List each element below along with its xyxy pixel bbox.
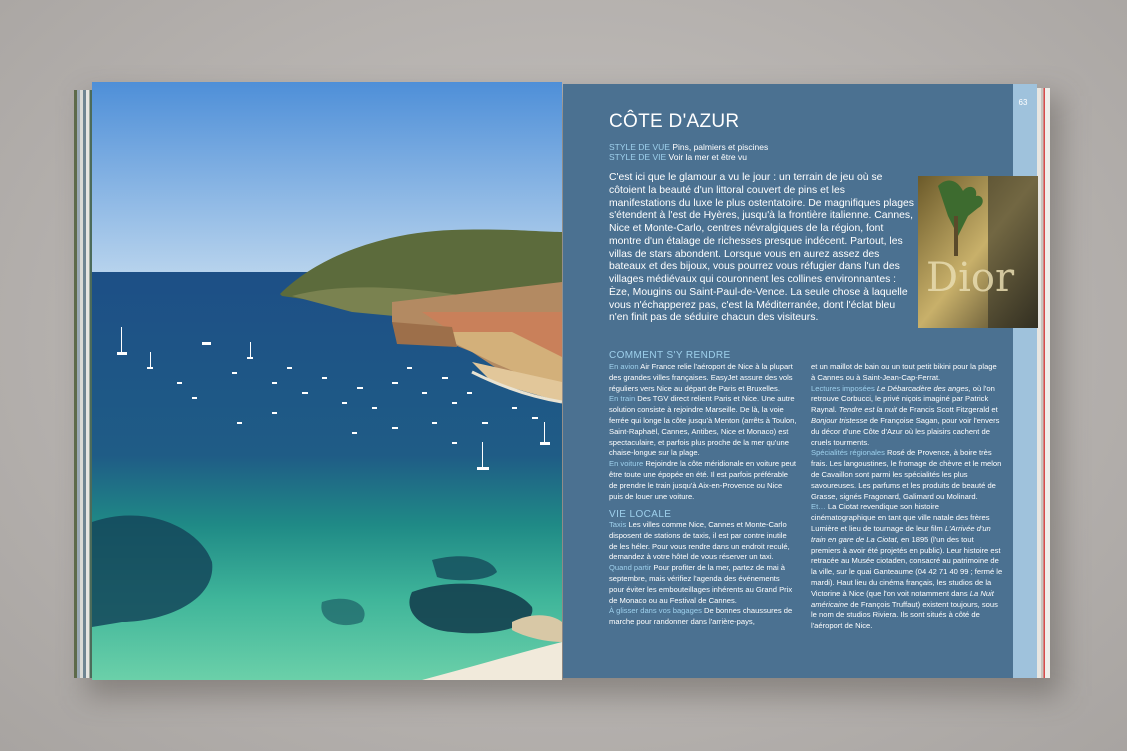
item-key: Et… <box>811 502 826 512</box>
item-text: De bonnes chaussures de marche pour randonner dans l'arrière-pays, <box>609 606 793 627</box>
item-key: À glisser dans vos bagages <box>609 606 702 616</box>
dior-sign: Dior <box>926 255 1015 301</box>
dior-storefront-photo <box>918 176 1038 328</box>
film-title: L'Arrivée d'un train en gare de La Ciotat, <box>811 523 991 544</box>
page-block-left-edge <box>74 90 94 678</box>
item-text: Rejoindre la côte méridionale en voiture peut être toute une épopée en été. Il est parfois préférable de prendre le train jusqu'à Aix-en-Provence ou Nice puis de louer une voiture. <box>609 459 797 501</box>
film-title: La Nuit américaine <box>811 588 994 609</box>
intro-paragraph: C'est ici que le glamour a vu le jour : un terrain de jeu où se côtoient la beauté d'un littoral couvert de pins et les manifestations du luxe le plus ostentatoire. De magnifiques plages s'étendent à l'est de Hyères, jusqu'à la frontière italienne. Cannes, Nice et Monte-Carlo, centres névralgiques de la région, font montre d'un étalage de richesses presque indécent. Partout, les villas de stars abondent. Lorsque vous en aurez assez des bateaux et des bijoux, vous pourrez vous réfugier dans l'un des villages médiévaux qui couronnent les collines environnantes : Èze, Mougins ou Saint-Paul-de-Vence. La seule chose à laquelle vous n'échapperez pas, c'est la Méditerranée, dont l'éclat bleu n'en finit pas de séduire chacun des visiteurs. <box>609 172 914 324</box>
book-title: Bonjour tristesse <box>811 415 868 425</box>
style-line-vie <box>609 152 747 162</box>
item-key: En voiture <box>609 459 644 469</box>
item-text: de Francis Scott Fitzgerald et <box>898 405 998 415</box>
item-text: La Ciotat revendique son histoire cinématographique en tant que ville natale des frères Lumière et lieu de tournage de leur film <box>811 502 990 533</box>
item-text: en 1895 (l'un des tout premiers à avoir été projetés en public). Leur histoire est retracée au Musée ciotaden, consacré au patrimoine de la ville, sur le quai Ganteaume (04 42 71 40 99 ; fermé le mardi). Haut lieu du cinéma français, les studios de la Victorine à Nice (que l'on voit notamment dans <box>811 534 1003 598</box>
style-value: Voir la mer et être vu <box>668 152 747 162</box>
item-text: Les villes comme Nice, Cannes et Monte-Carlo disposent de stations de taxis, il est par contre inutile de les héler. Pour vous rendre dans un endroit reculé, demandez à votre hôtel de vous réserver un taxi. <box>609 520 790 562</box>
section-heading-local-life: VIE LOCALE <box>609 509 672 520</box>
item-key: En train <box>609 394 636 404</box>
column-left-top <box>609 362 797 502</box>
page-title: CÔTE D'AZUR <box>609 111 740 132</box>
item-text: Air France relie l'aéroport de Nice à la plupart des grandes villes françaises. EasyJet assure des vols réguliers vers Nice au départ de Paris et Bruxelles. <box>609 362 793 393</box>
page-number: 63 <box>1018 98 1028 107</box>
item-key: Taxis <box>609 520 627 529</box>
page-edge-strip <box>1013 84 1037 678</box>
item-text: Des TGV direct relient Paris et Nice. Une autre solution consiste à rejoindre Marseille. De là, la voie ferrée qui longe la côte jusqu'à Menton (arrêts à Toulon, Saint-Raphaël, Cannes, Antibes, Nice et Monaco) est spectaculaire, et parfois plus proche de la mer qu'une chaise-longue sur la plage. <box>609 394 797 458</box>
item-key: Quand partir <box>609 563 652 573</box>
item-text: Pour profiter de la mer, partez de mai à septembre, mais vérifiez l'agenda des événements pour éviter les embouteillages inhérents au Grand Prix de Monaco ou au Festival de Cannes. <box>609 563 793 605</box>
item-key: Lectures imposées <box>811 383 875 393</box>
style-key: STYLE DE VUE <box>609 142 670 152</box>
item-text: où l'on retrouve Corbucci, le privé niçois imaginé par Patrick Raynal. <box>811 383 995 415</box>
book-title: Tendre est la nuit <box>838 405 897 415</box>
section-heading-getting-there: COMMENT S'Y RENDRE <box>609 350 731 361</box>
style-key: STYLE DE VIE <box>609 152 667 162</box>
book-title: Le Débarcadère des anges, <box>876 383 971 393</box>
item-text: de François Truffaut) existent toujours, sous le nom de studios Riviera. Ils sont situés à côté de l'aéroport de Nice. <box>811 599 998 631</box>
column-left-bottom <box>609 520 797 628</box>
item-key: Spécialités régionales <box>811 448 885 458</box>
item-text: Rosé de Provence, à boire très frais. Les langoustines, le fromage de chèvre et le melon de Cavaillon sont parmi les spécialités les plus savoureuses. Les parfums et les produits de beauté de Grasse, signés Fragonard, Galimard ou Molinard. <box>811 448 1002 501</box>
style-value: Pins, palmiers et piscines <box>672 142 769 152</box>
paragraph: et un maillot de bain ou un tout petit bikini pour la plage à Cannes ou à Saint-Jean-Cap-Ferrat. <box>811 362 997 382</box>
column-right <box>811 362 1003 632</box>
coastline-photo <box>92 82 562 680</box>
item-text: de Françoise Sagan, pour voir l'envers du décor d'une Côte d'Azur où les plaisirs cachent de cruels tourments. <box>811 415 1000 447</box>
style-line-vue <box>609 142 768 152</box>
page-block-right-edge <box>1036 88 1050 678</box>
item-key: En avion <box>609 362 639 371</box>
